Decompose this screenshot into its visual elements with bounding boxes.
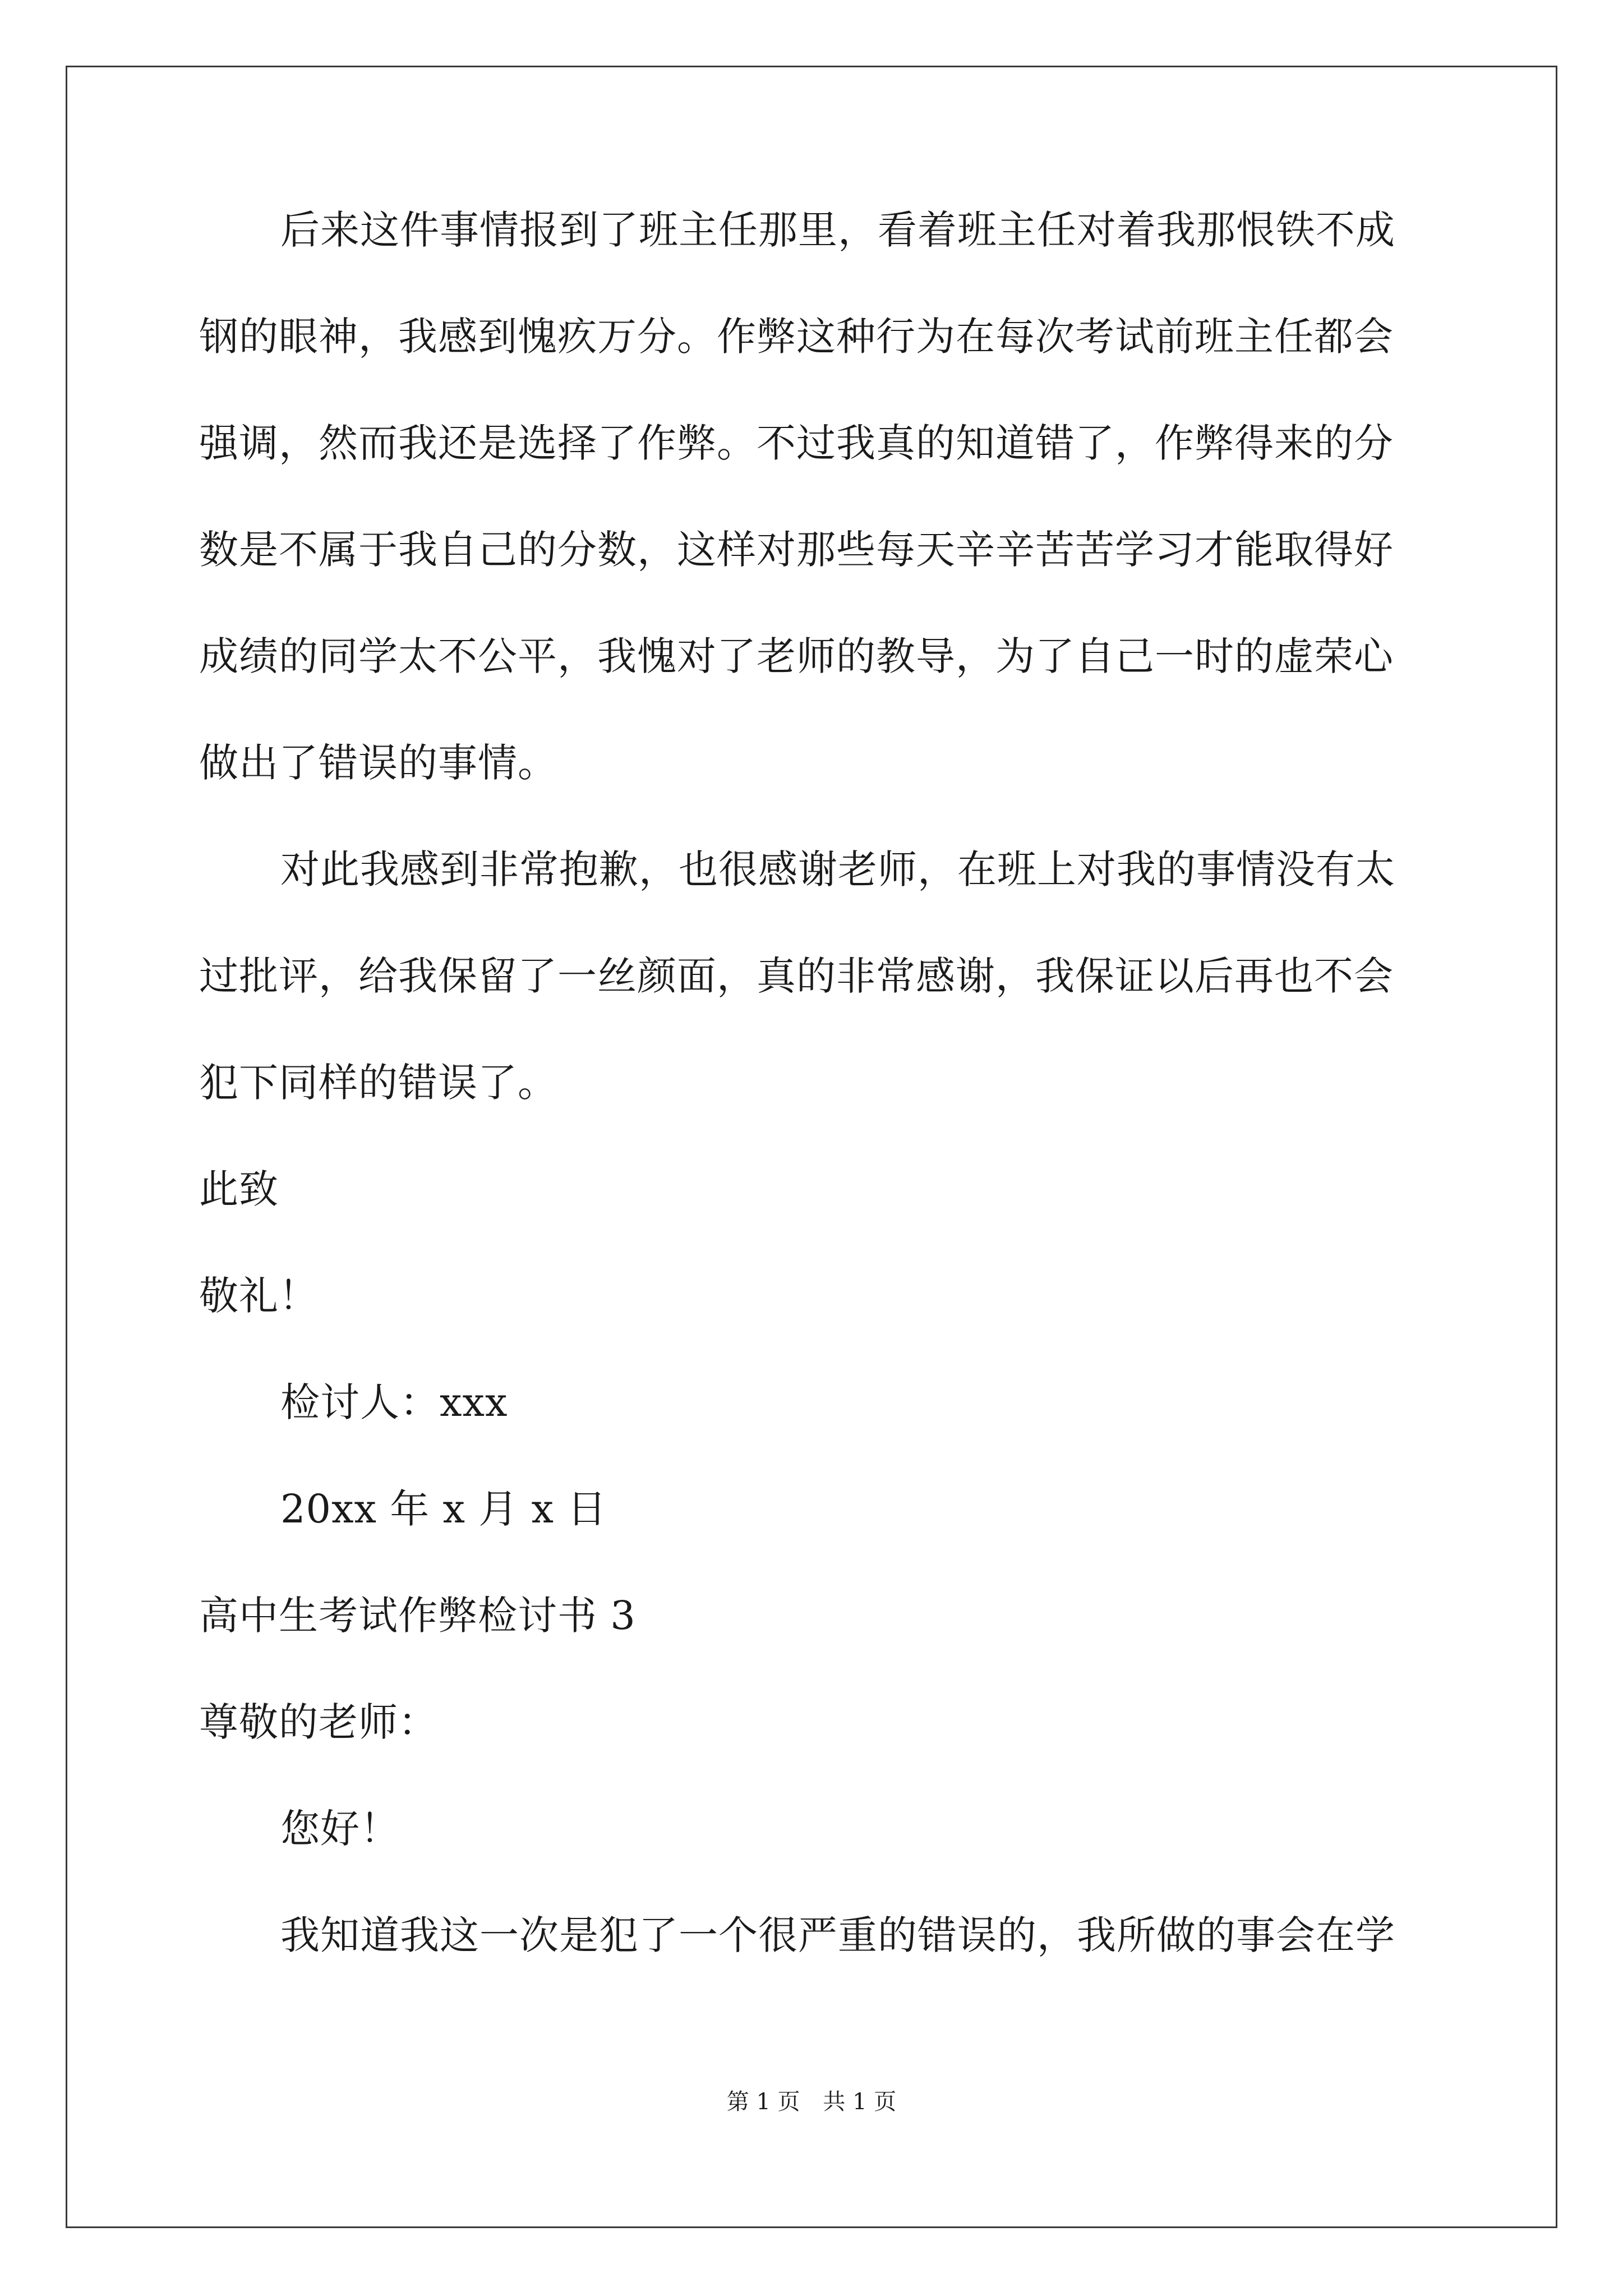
signature-author: 检讨人：xxx [280, 1379, 508, 1425]
paragraph-line: 后来这件事情报到了班主任那里，看着班主任对着我那恨铁不成 [280, 207, 1395, 253]
paragraph-line: 钢的眼神，我感到愧疚万分。作弊这种行为在每次考试前班主任都会 [199, 314, 1394, 360]
signature-date: 20xx 年 x 月 x 日 [280, 1486, 607, 1532]
paragraph-line: 过批评，给我保留了一丝颜面，真的非常感谢，我保证以后再也不会 [199, 953, 1394, 999]
page-total: 共 1 页 [823, 2089, 897, 2115]
paragraph-line: 犯下同样的错误了。 [199, 1060, 557, 1106]
closing-salutation: 此致 [199, 1166, 279, 1212]
paragraph-line: 做出了错误的事情。 [199, 740, 557, 786]
greeting: 您好！ [280, 1806, 400, 1852]
section-title: 高中生考试作弊检讨书 3 [199, 1593, 636, 1639]
page-footer [0, 2085, 1623, 2119]
closing-respect: 敬礼！ [199, 1273, 319, 1319]
page-frame [66, 66, 1557, 2228]
paragraph-line: 强调，然而我还是选择了作弊。不过我真的知道错了，作弊得来的分 [199, 420, 1394, 466]
paragraph-line: 数是不属于我自己的分数，这样对那些每天辛辛苦苦学习才能取得好 [199, 527, 1394, 573]
page-number: 第 1 页 [726, 2089, 800, 2115]
paragraph-line: 对此我感到非常抱歉，也很感谢老师，在班上对我的事情没有太 [280, 846, 1395, 892]
paragraph-line: 我知道我这一次是犯了一个很严重的错误的，我所做的事会在学 [280, 1912, 1395, 1958]
greeting-recipient: 尊敬的老师： [199, 1699, 438, 1745]
paragraph-line: 成绩的同学太不公平，我愧对了老师的教导，为了自己一时的虚荣心 [199, 633, 1394, 679]
